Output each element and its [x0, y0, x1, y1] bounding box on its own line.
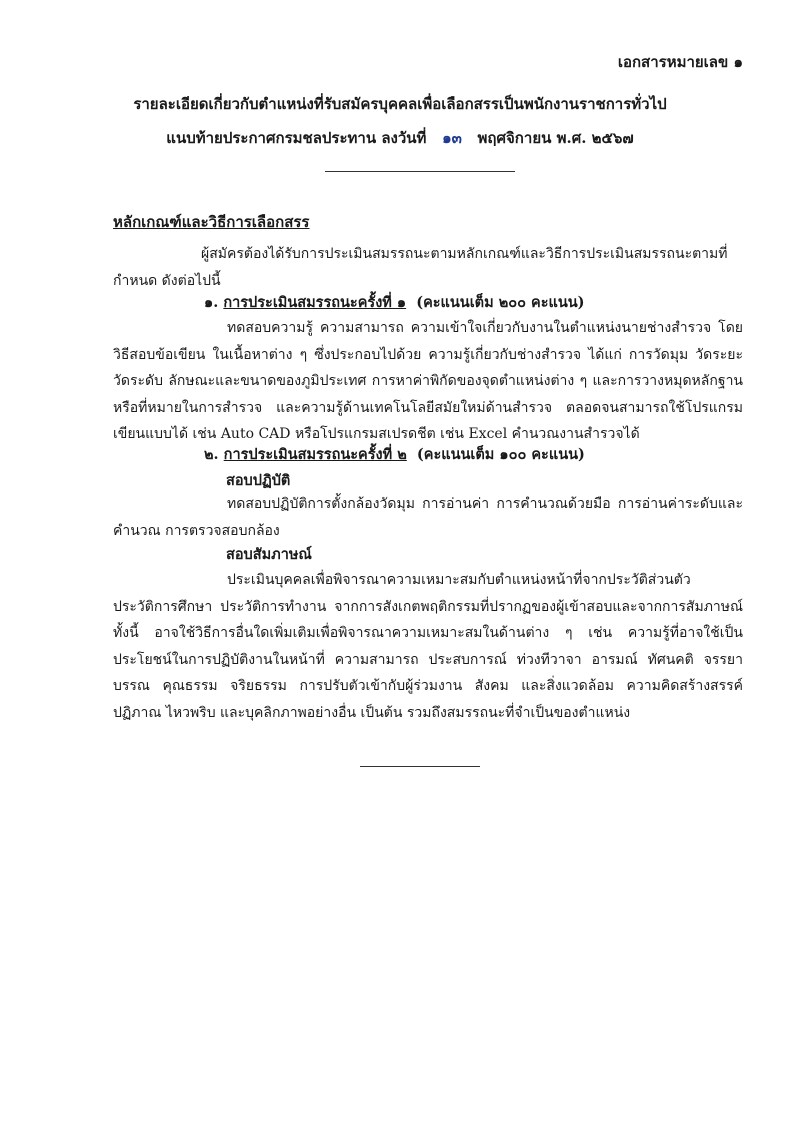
- announcement-month-year: พฤศจิกายน พ.ศ. ๒๕๖๗: [477, 129, 634, 147]
- intro-paragraph: ผู้สมัครต้องได้รับการประเมินสมรรถนะตามหลักเกณฑ์และวิธีการประเมินสมรรถนะตามที่กำหนด ดังต่อไปนี้: [113, 246, 728, 289]
- assessment-1-score: (คะแนนเต็ม ๒๐๐ คะแนน): [416, 294, 585, 311]
- closing-divider: [360, 766, 480, 767]
- assessment-1-label: การประเมินสมรรถนะครั้งที่ ๑: [223, 294, 407, 311]
- assessment-1-body: ทดสอบความรู้ ความสามารถ ความเข้าใจเกี่ยวกับงานในตำแหน่งนายช่างสำรวจ โดยวิธีสอบข้อเขียน ในเนื้อหาต่าง ๆ ซึ่งประกอบไปด้วย ความรู้เกี่ยวกับช่างสำรวจ ได้แก่ การวัดมุม วัดระยะ วัดระดับ ลักษณะและขนาดของภูมิประเทศ การหาค่าพิกัดของจุดตำแหน่งต่าง ๆ และการวางหมุดหลักฐาน หรือที่หมายในการสำรวจ และความรู้ด้านเทคโนโลยีสมัยใหม่ด้านสำรวจ ตลอดจนสามารถใช้โปรแกรมเขียนแบบได้ เช่น Auto CAD หรือโปรแกรมสเปรดชีต เช่น Excel คำนวณงานสำรวจได้: [113, 320, 743, 442]
- assessment-2-number: ๒.: [204, 446, 219, 463]
- assessment-2-label: การประเมินสมรรถนะครั้งที่ ๒: [223, 446, 407, 463]
- announcement-prefix: แนบท้ายประกาศกรมชลประทาน ลงวันที่: [166, 129, 427, 147]
- assessment-1-number: ๑.: [204, 294, 219, 311]
- practical-exam-heading: สอบปฏิบัติ: [226, 472, 291, 489]
- assessment-1-heading: [204, 291, 585, 314]
- section-heading: หลักเกณฑ์และวิธีการเลือกสรร: [113, 213, 310, 231]
- assessment-2-heading: [204, 443, 585, 466]
- title-divider: [325, 171, 515, 172]
- document-reference-number: เอกสารหมายเลข ๑: [617, 53, 743, 71]
- announcement-day: ๑๓: [442, 129, 462, 147]
- document-subtitle: [0, 126, 800, 150]
- interview-heading: สอบสัมภาษณ์: [226, 546, 312, 563]
- assessment-2-score: (คะแนนเต็ม ๑๐๐ คะแนน): [416, 446, 585, 463]
- interview-body: ประเมินบุคคลเพื่อพิจารณาความเหมาะสมกับตำแหน่งหน้าที่จากประวัติส่วนตัว ประวัติการศึกษา ประวัติการทำงาน จากการสังเกตพฤติกรรมที่ปรากฏของผู้เข้าสอบและจากการสัมภาษณ์ ทั้งนี้ อาจใช้วิธีการอื่นใดเพิ่มเติมเพื่อพิจารณาความเหมาะสมในด้านต่าง ๆ เช่น ความรู้ที่อาจใช้เป็นประโยชน์ในการปฏิบัติงานในหน้าที่ ความสามารถ ประสบการณ์ ท่วงทีวาจา อารมณ์ ทัศนคติ จรรยาบรรณ คุณธรรม จริยธรรม การปรับตัวเข้ากับผู้ร่วมงาน สังคม และสิ่งแวดล้อม ความคิดสร้างสรรค์ ปฏิภาณ ไหวพริบ และบุคลิกภาพอย่างอื่น เป็นต้น รวมถึงสมรรถนะที่จำเป็นของตำแหน่ง: [113, 572, 743, 721]
- practical-exam-body: ทดสอบปฏิบัติการตั้งกล้องวัดมุม การอ่านค่า การคำนวณด้วยมือ การอ่านค่าระดับและคำนวณ การตรวจสอบกล้อง: [113, 496, 743, 539]
- document-title: รายละเอียดเกี่ยวกับตำแหน่งที่รับสมัครบุคคลเพื่อเลือกสรรเป็นพนักงานราชการทั่วไป: [133, 95, 667, 113]
